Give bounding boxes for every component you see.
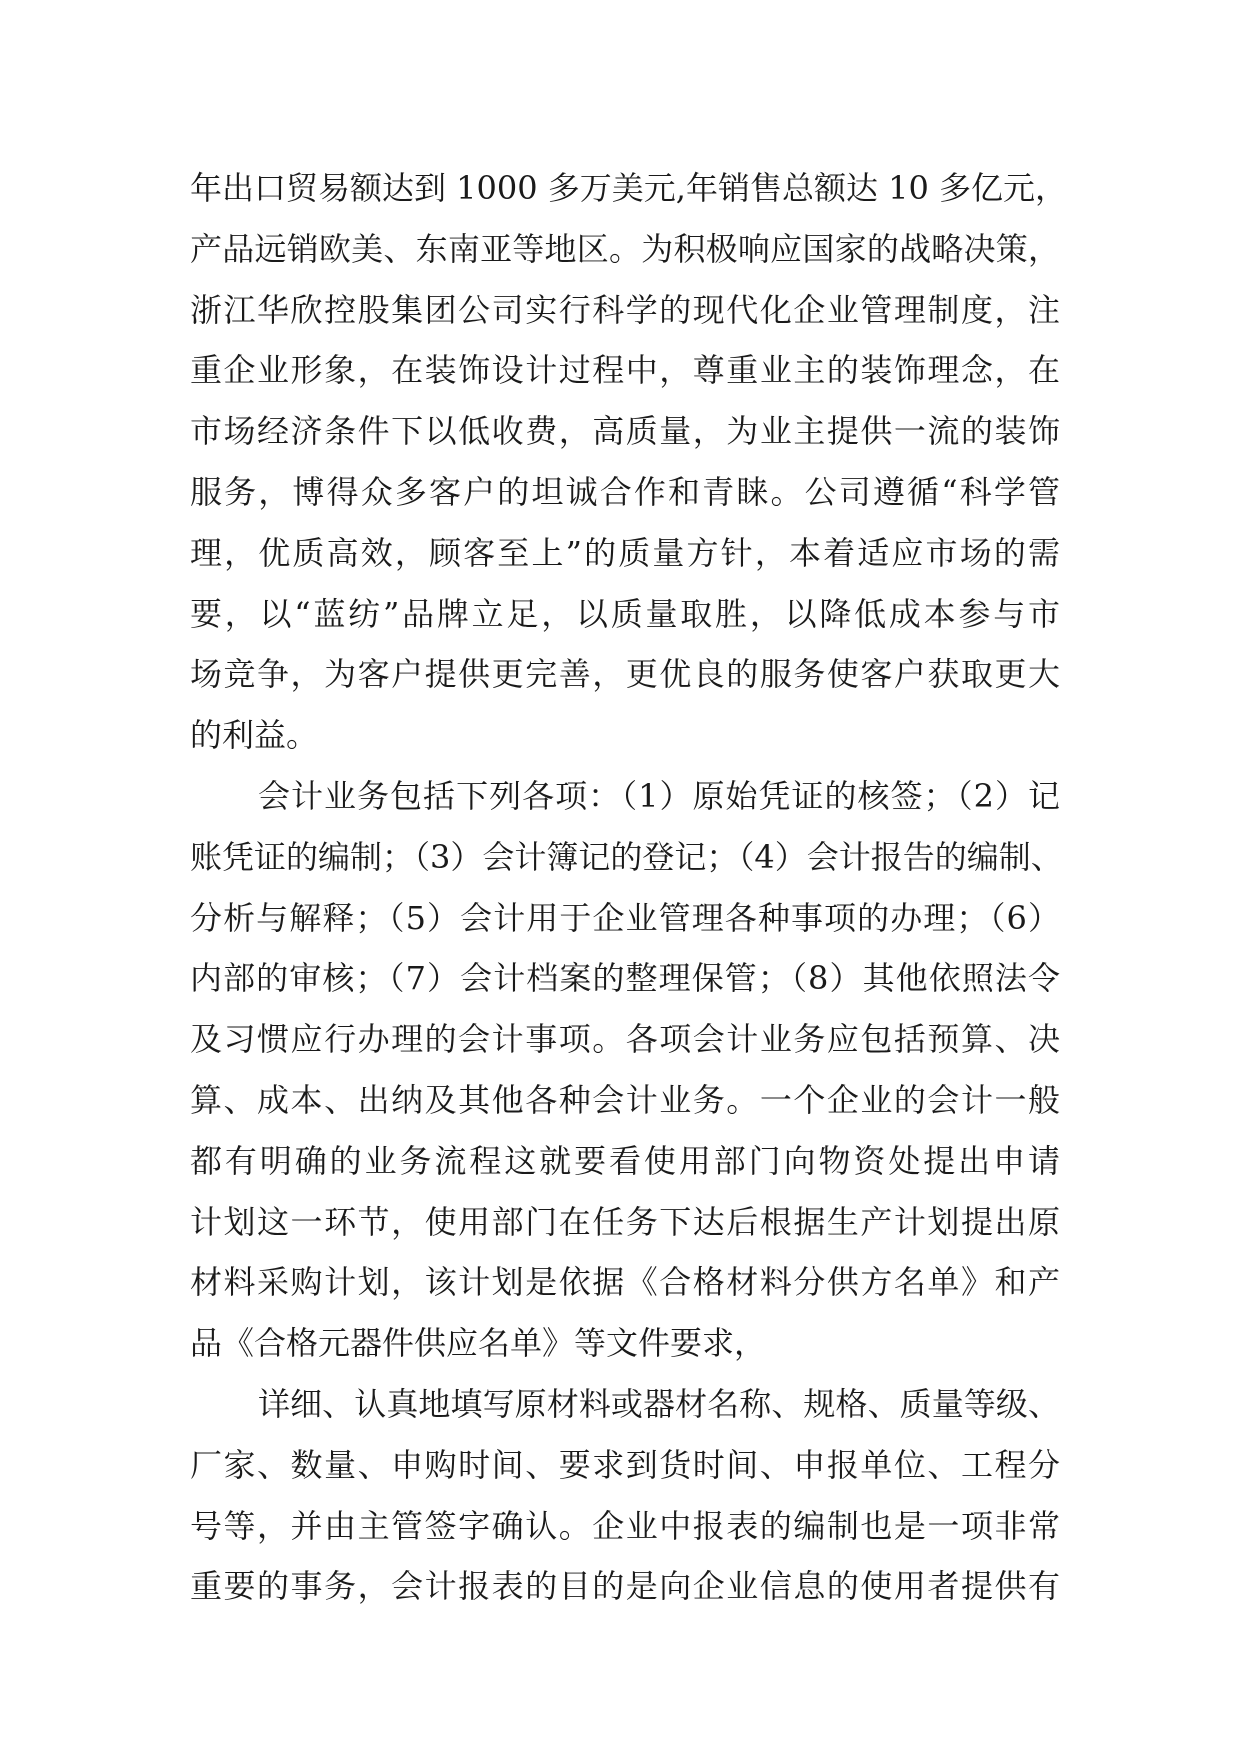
paragraph-1 [190,158,1068,766]
text-line: 账凭证的编制；（3）会计簿记的登记；（4）会计报告的编制、 [190,837,1063,876]
text-line: 重要的事务，会计报表的目的是向企业信息的使用者提供有 [190,1567,1060,1606]
paragraph-3 [190,1374,1060,1617]
text-line: 号等，并由主管签字确认。企业中报表的编制也是一项非常 [190,1506,1060,1545]
text-line: 内部的审核；（7）会计档案的整理保管；（8）其他依照法令 [190,959,1060,998]
text-line: 及习惯应行办理的会计事项。各项会计业务应包括预算、决 [190,1020,1060,1059]
text-line: 详细、认真地填写原材料或器材名称、规格、质量等级、 [258,1384,1060,1423]
text-line: 年出口贸易额达到 1000 多万美元,年销售总额达 10 多亿元， [190,169,1068,207]
text-line: 产品远销欧美、东南亚等地区。为积极响应国家的战略决策， [190,229,1060,268]
text-line: 材料采购计划，该计划是依据《合格材料分供方名单》和产 [190,1263,1060,1302]
text-line: 都有明确的业务流程这就要看使用部门向物资处提出申请 [190,1141,1060,1180]
text-line: 分析与解释；（5）会计用于企业管理各种事项的办理；（6） [190,898,1060,937]
text-line: 算、成本、出纳及其他各种会计业务。一个企业的会计一般 [190,1080,1060,1119]
text-line: 理，优质高效，顾客至上”的质量方针，本着适应市场的需 [190,533,1060,572]
body-text [190,158,1068,1617]
text-line: 服务，博得众多客户的坦诚合作和青睐。公司遵循“科学管 [190,472,1060,511]
text-line: 的利益。 [190,716,319,755]
text-line: 要，以“蓝纺”品牌立足，以质量取胜，以降低成本参与市 [190,594,1060,633]
text-line: 品《合格元器件供应名单》等文件要求， [190,1324,767,1363]
text-line: 厂家、数量、申购时间、要求到货时间、申报单位、工程分 [190,1445,1060,1484]
text-line: 会计业务包括下列各项：（1）原始凭证的核签；（2）记 [258,776,1060,815]
text-line: 场竞争，为客户提供更完善，更优良的服务使客户获取更大 [190,655,1060,694]
text-line: 浙江华欣控股集团公司实行科学的现代化企业管理制度，注 [190,290,1060,329]
paragraph-2 [190,766,1063,1374]
text-line: 计划这一环节，使用部门在任务下达后根据生产计划提出原 [190,1202,1060,1241]
text-line: 重企业形象，在装饰设计过程中，尊重业主的装饰理念，在 [190,351,1060,390]
text-line: 市场经济条件下以低收费，高质量，为业主提供一流的装饰 [190,412,1060,451]
